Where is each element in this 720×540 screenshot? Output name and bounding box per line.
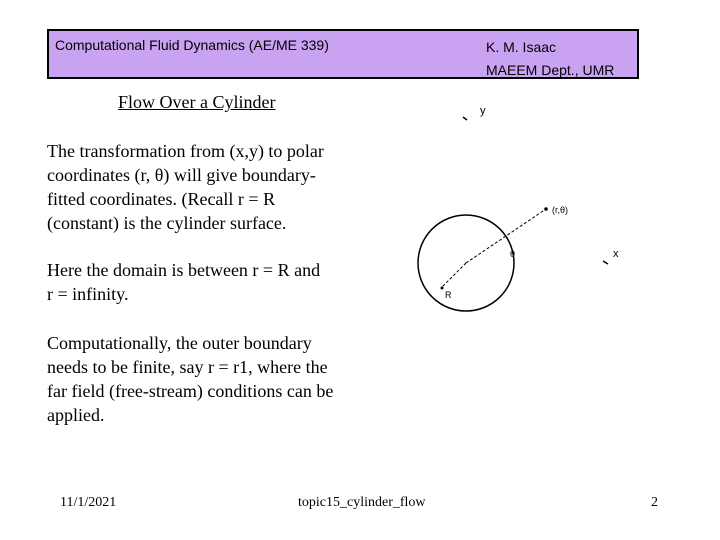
paragraph-domain: Here the domain is between r = R and r = infinity. [47,260,321,304]
radius-line [442,263,466,287]
paragraph-transformation: The transformation from (x,y) to polar coordinates (r, θ) will give boundary- fitted coordinates. (Recall r = R (constant) is the cylinder surface. [47,141,324,233]
paragraph-outer-boundary: Computationally, the outer boundary needs to be finite, say r = r1, where the far field (free-stream) conditions can be applied. [47,333,334,425]
theta-label: θ [510,249,516,259]
y-axis-mark [463,117,467,120]
radius-label: R [445,290,452,300]
cylinder-diagram [400,95,640,325]
footer-topic: topic15_cylinder_flow [298,495,426,510]
y-axis-label: y [480,105,486,117]
x-axis-label: x [613,248,619,260]
slide-header [47,29,639,79]
department-name: MAEEM Dept., UMR [486,62,615,78]
point-marker [544,207,548,211]
author-name: K. M. Isaac [486,39,557,55]
author-block [486,36,614,82]
course-title: Computational Fluid Dynamics (AE/ME 339) [55,37,329,53]
page-number: 2 [651,495,658,510]
x-axis-mark [603,261,608,264]
footer-date: 11/1/2021 [60,495,117,510]
radius-marker [441,287,444,290]
slide-title: Flow Over a Cylinder [118,92,276,112]
point-label: (r,θ) [552,205,569,215]
